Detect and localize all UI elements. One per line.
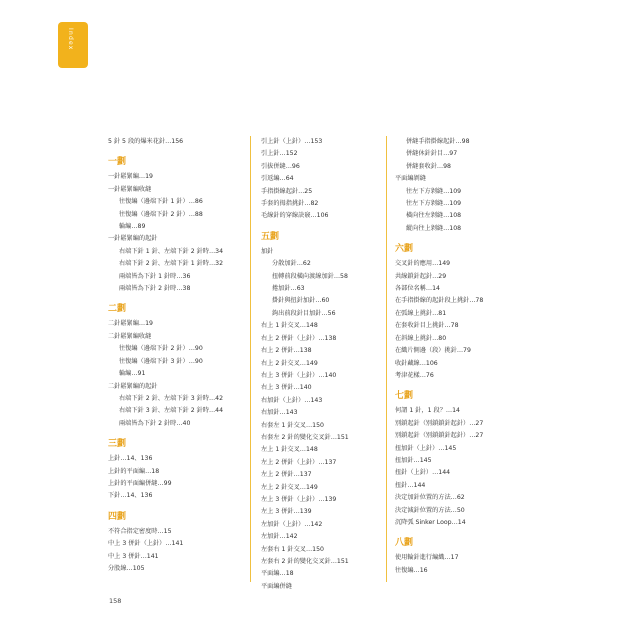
- index-entry: 決定加針位置的方法…62: [395, 494, 465, 502]
- index-subentry: 分散加針…62: [272, 260, 311, 268]
- index-entry: 一針鬆緊編…19: [108, 173, 153, 181]
- index-entry: 左上 2 併針…137: [261, 471, 312, 479]
- index-entry: 扭針…144: [395, 481, 426, 489]
- index-entry: 何謂 1 針，1 段？…14: [395, 407, 460, 415]
- index-entry: 分股線…105: [108, 564, 145, 572]
- index-subentry: 往復編（邊端下針 3 針）…90: [119, 357, 203, 365]
- index-entry: 左套右 2 針的變化交叉針…151: [261, 558, 349, 565]
- index-entry: 加針: [261, 247, 274, 255]
- index-entry: 左上 1 針交叉…148: [261, 446, 318, 454]
- index-entry: 右上 3 併針（上針）…140: [261, 371, 337, 379]
- index-entry: 左上 3 併針…139: [261, 508, 312, 516]
- index-subentry: 橫向往左剝縫…108: [406, 212, 462, 220]
- index-entry: 引上針…152: [261, 150, 298, 158]
- index-subentry: 輪編…89: [119, 223, 146, 231]
- index-entry: 毛線針的穿線訣竅…106: [261, 212, 329, 220]
- index-entry: 別鎖起針（別鎖鎖針起針）…27: [395, 419, 484, 427]
- section-heading: 四劃: [108, 511, 127, 522]
- index-entry: 上針…14、136: [108, 455, 153, 463]
- index-subentry: 往復編（邊端下針 2 針）…90: [119, 345, 203, 353]
- index-subentry: 往左下方剝縫…109: [406, 187, 462, 195]
- index-entry: 在弧線上挑針…81: [395, 309, 447, 317]
- index-entry: 平面編…18: [261, 570, 294, 578]
- index-entry: 扭加針（上針）…145: [395, 444, 457, 452]
- index-entry: 各部位名稱…14: [395, 285, 440, 293]
- index-subentry: 右端下針 1 針、左端下針 2 針時…34: [119, 247, 224, 255]
- index-entry: 手指掛線起針…25: [261, 187, 313, 195]
- page-number: 158: [109, 597, 122, 605]
- index-subentry: 併縫套收針…98: [406, 162, 451, 170]
- index-subentry: 右端下針 2 針、左端下針 3 針時…42: [119, 394, 224, 402]
- index-subentry: 併縫休針針目…97: [406, 150, 458, 158]
- index-subentry: 往復編（邊端下針 1 針）…86: [119, 198, 203, 206]
- index-entry: 平面編併縫: [261, 582, 292, 590]
- index-column-1: [108, 136, 238, 575]
- index-entry: 上針的平面編併縫…99: [108, 479, 172, 487]
- index-subentry: 鉤出前段針目加針…56: [272, 309, 336, 317]
- section-heading: 五劃: [261, 231, 280, 242]
- section-heading: 二劃: [108, 304, 127, 315]
- index-entry: 5 針 5 段的爆米花針…156: [108, 138, 184, 145]
- index-entry: 在套收針目上挑針…78: [395, 322, 459, 330]
- index-subentry: 併縫手指掛線起針…98: [406, 138, 470, 145]
- section-heading: 七劃: [395, 391, 414, 402]
- index-tab-label: Index: [67, 28, 74, 51]
- section-heading: 六劃: [395, 244, 414, 255]
- index-subentry: 兩端皆為下針 2 針時…38: [119, 285, 191, 293]
- index-entry: 二針鬆緊編…19: [108, 320, 153, 328]
- index-entry: 左上 2 針交叉…149: [261, 483, 318, 491]
- index-subentry: 捲加針…63: [272, 285, 305, 293]
- index-entry: 二針鬆緊編的起針: [108, 382, 158, 390]
- index-entry: 下針…14、136: [108, 492, 153, 500]
- index-subentry: 掛針與扭針加針…60: [272, 297, 330, 305]
- index-subentry: 兩端皆為下針 1 針時…36: [119, 272, 191, 280]
- index-entry: 右加針…143: [261, 409, 298, 417]
- index-entry: 左上 2 併針（上針）…137: [261, 458, 337, 466]
- index-subentry: 右端下針 2 針、左端下針 1 針時…32: [119, 260, 224, 268]
- index-entry: 在斜線上挑針…80: [395, 334, 447, 342]
- section-heading: 八劃: [395, 538, 414, 549]
- index-entry: 右上 2 併針（上針）…138: [261, 334, 337, 342]
- index-subentry: 扭轉前段橫向渡線加針…58: [272, 272, 348, 280]
- index-subentry: 往左下方剝縫…109: [406, 200, 462, 208]
- column-divider: [386, 136, 387, 582]
- index-entry: 決定減針位置的方法…50: [395, 506, 465, 514]
- index-entry: 左加針…142: [261, 533, 298, 541]
- index-entry: 右上 3 併針…140: [261, 384, 312, 392]
- index-entry: 引返編…64: [261, 175, 294, 183]
- section-heading: 一劃: [108, 157, 127, 168]
- index-entry: 往復編…16: [395, 566, 428, 574]
- index-entry: 二針鬆緊編收縫: [108, 332, 152, 340]
- index-entry: 沉降弧 Sinker Loop…14: [395, 518, 466, 526]
- index-entry: 在織片側邊（段）挑針…79: [395, 347, 471, 355]
- column-divider: [250, 136, 251, 582]
- index-entry: 引拔併縫…96: [261, 162, 300, 170]
- index-entry: 考津花樣…76: [395, 371, 434, 379]
- index-subentry: 右端下針 3 針、左端下針 2 針時…44: [119, 407, 224, 415]
- index-entry: 中上 3 併針…141: [108, 552, 159, 560]
- index-entry: 扭針（上針）…144: [395, 469, 451, 477]
- index-column-3: [395, 136, 520, 577]
- index-entry: 收針藏線…106: [395, 359, 438, 367]
- index-entry: 在手指掛線的起針段上挑針…78: [395, 297, 484, 305]
- index-column-2: [261, 136, 381, 593]
- index-entry: 共線鎖針起針…29: [395, 272, 447, 280]
- index-entry: 引上針（上針）…153: [261, 138, 323, 145]
- index-entry: 一針鬆緊編的起針: [108, 235, 158, 243]
- index-entry: 右加針（上針）…143: [261, 396, 323, 404]
- index-entry: 手套的拇指挑針…82: [261, 200, 319, 208]
- index-entry: 右上 2 併針…138: [261, 347, 312, 355]
- index-entry: 左加針（上針）…142: [261, 520, 323, 528]
- index-entry: 平面編剝縫: [395, 175, 426, 183]
- index-subentry: 縱向往上剝縫…108: [406, 224, 462, 232]
- index-entry: 右套左 2 針的變化交叉針…151: [261, 433, 349, 441]
- index-subentry: 兩端皆為下針 2 針時…40: [119, 419, 191, 427]
- index-entry: 一針鬆緊編收縫: [108, 185, 152, 193]
- index-entry: 左套右 1 針交叉…150: [261, 545, 324, 553]
- index-subentry: 輪編…91: [119, 370, 146, 378]
- index-entry: 不符合指定密度時…15: [108, 527, 172, 535]
- index-entry: 中上 3 併針（上針）…141: [108, 540, 184, 548]
- index-entry: 右上 2 針交叉…149: [261, 359, 318, 367]
- index-entry: 左上 3 併針（上針）…139: [261, 495, 337, 503]
- section-heading: 三劃: [108, 439, 127, 450]
- index-entry: 扭加針…145: [395, 456, 432, 464]
- index-entry: 上針的平面編…18: [108, 467, 160, 475]
- index-subentry: 往復編（邊端下針 2 針）…88: [119, 210, 203, 218]
- index-entry: 使用輪針進行編織…17: [395, 554, 459, 562]
- index-entry: 右套左 1 針交叉…150: [261, 421, 324, 429]
- index-entry: 右上 1 針交叉…148: [261, 322, 318, 330]
- index-entry: 交叉針的應用…149: [395, 260, 451, 268]
- index-entry: 別鎖起針（別鎖鎖針起針）…27: [395, 432, 484, 440]
